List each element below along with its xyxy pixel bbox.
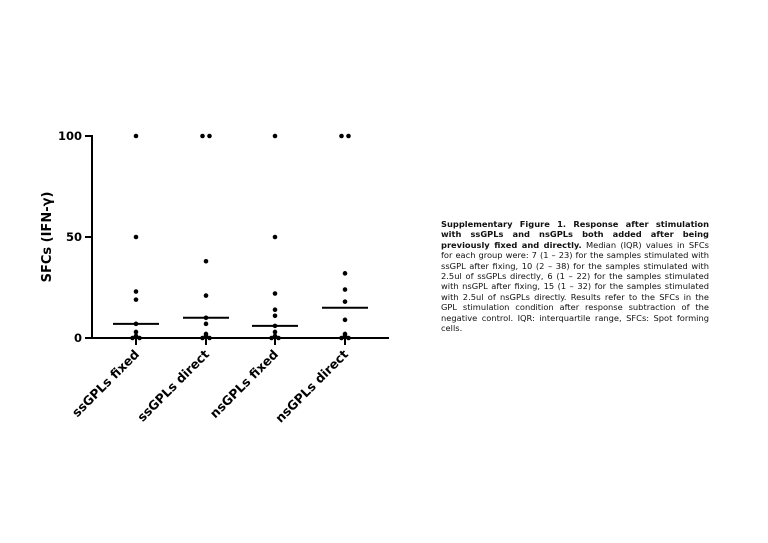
figure-caption [441,219,709,333]
data-point [204,259,209,264]
data-point [273,330,278,335]
data-point [343,332,348,337]
axes [85,135,389,345]
data-point [273,291,278,296]
data-point [134,330,139,335]
data-point [204,293,209,298]
y-tick-label: 50 [65,230,82,244]
data-point [273,235,278,240]
x-tick-label: nsGPLs fixed [206,346,282,421]
data-point [207,134,212,139]
data-point [343,299,348,304]
data-point [134,235,139,240]
data-point [134,134,139,139]
caption-body: Median (IQR) values in SFCs for each group were: 7 (1 – 23) for the samples stimulated with ssGPL after fixing, 10 (2 – 38) for the samples stimulated with 2.5ul of ssGPLs directly, 6 (1 – 22) for the samples stimulated with nsGPL after fixing, 15 (1 – 32) for the samples stimulated with 2.5ul of nsGPLs directly. Results refer to the SFCs in the GPL stimulation condition after response subtraction of the negative control. IQR: interquartile range, SFCs: Spot forming cells. [441,239,709,334]
caption-title: Supplementary Figure 1. Response after stimulation with ssGPLs and nsGPLs both added after being previously fixed and directly. [441,219,709,250]
y-axis-title: SFCs (IFN-γ) [40,191,55,283]
data-point [200,134,205,139]
x-tick-label: ssGPLs fixed [68,346,143,420]
data-point [134,289,139,294]
data-point [339,134,344,139]
data-point [204,332,209,337]
data-point [343,318,348,323]
data-point [273,334,278,339]
axis-labels [40,129,351,426]
y-tick-label: 0 [73,331,82,345]
data-point [134,297,139,302]
chart-marks [113,134,368,341]
data-point [343,271,348,276]
data-point [273,313,278,318]
data-point [273,307,278,312]
data-point [346,134,351,139]
data-point [343,287,348,292]
data-point [273,134,278,139]
y-tick-label: 100 [57,129,82,143]
x-tick-label: nsGPLs direct [272,346,352,426]
data-point [204,322,209,327]
data-point [134,334,139,339]
x-tick-label: ssGPLs direct [134,346,213,425]
